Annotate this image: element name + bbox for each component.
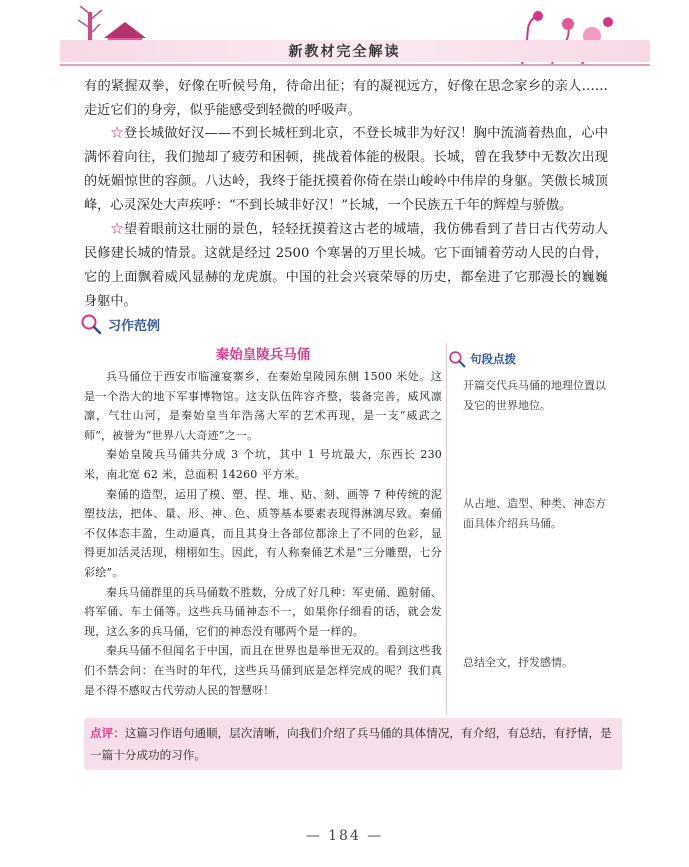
- essay: [84, 343, 442, 700]
- essay-paragraph: 秦俑的造型，运用了模、塑、捏、堆、贴、刻、画等 7 种传统的泥塑技法，把体、量、形、神、色、质等基本要素表现得淋漓尽致。秦俑不仅体态丰盈，生动逼真，而且其身上各部位都涂上了不同的色彩，显得更加活灵活现，栩栩如生。因此，有人称秦俑艺术是“三分雕塑，七分彩绘”。: [84, 487, 442, 579]
- header-title: 新教材完全解读: [288, 44, 401, 60]
- star-icon: ☆: [110, 222, 124, 237]
- paragraph-3: [84, 218, 608, 314]
- header-rule: [60, 64, 650, 66]
- essay-title: 秦始皇陵兵马俑: [215, 347, 311, 363]
- paragraph-text: 望着眼前这壮丽的景色，轻轻抚摸着这古老的城墙，我仿佛看到了昔日古代劳动人民修建长城的情景。这就是经过 2500 个寒暑的万里长城。它下面铺着劳动人民的白骨，它的上面飘着威风显赫的龙虎旗。中国的社会兴衰荣辱的历史，都垒进了它那漫长的巍巍身躯中。: [84, 222, 609, 309]
- essay-paragraph: 兵马俑位于西安市临潼宴寨乡，在秦始皇陵园东侧 1500 米处。这是一个浩大的地下军事博物馆。这支队伍阵容齐整，装备完善，威风凛凛，气壮山河，是秦始皇当年浩荡大军的艺术再现，是一支“威武之师”，被誉为“世界八大奇迹”之一。: [84, 370, 442, 442]
- essay-paragraph: 秦兵马俑群里的兵马俑数不胜数，分成了好几种：军吏俑、跪射俑、将军俑、车士俑等。这些兵马俑神态不一，如果你仔细看的话，就会发现，这么多的兵马俑，它们的神态没有哪两个是一样的。: [84, 585, 442, 638]
- essay-paragraph: 秦兵马俑不但闻名于中国，而且在世界也是举世无双的。看到这些我们不禁会问：在当时的年代，这些兵马俑到底是怎样完成的呢？我们真是不得不感叹古代劳动人民的智慧呀！: [84, 644, 442, 697]
- page-number: — 184 —: [305, 828, 384, 844]
- sidebar-note: 总结全文，抒发感情。: [463, 656, 573, 669]
- paragraph-text: 登长城做好汉——不到长城枉到北京，不登长城非为好汉！胸中流淌着热血，心中满怀着向往，我们抛却了疲劳和困顿，挑战着体能的极限。长城，曾在我梦中无数次出现的妩媚惊世的容颜。八达岭，我终于能抚摸着你倚在崇山峻岭中伟岸的身躯。笑傲长城顶峰，心灵深处大声疾呼：“不到长城非好汉！”长城，一个民族五千年的辉煌与骄傲。: [84, 126, 609, 213]
- sidebar-label: 句段点拨: [470, 352, 516, 366]
- comment-text: 这篇习作语句通顺，层次清晰，向我们介绍了兵马俑的具体情况，有介绍，有总结，有抒情，是一篇十分成功的习作。: [90, 726, 612, 762]
- sidebar-note: 从占地、造型、种类、神态方面具体介绍兵马俑。: [463, 497, 606, 530]
- sidebar-heading: [448, 350, 516, 368]
- star-icon: ☆: [110, 126, 124, 141]
- section-heading: [80, 313, 160, 335]
- section-label: 习作范例: [108, 318, 161, 334]
- paragraph-2: [84, 122, 608, 218]
- comment-label: 点评：: [90, 726, 125, 740]
- essay-paragraph: 秦始皇陵兵马俑共分成 3 个坑，其中 1 号坑最大，东西长 230 米，南北宽 62 米，总面积 14260 平方米。: [84, 448, 442, 481]
- magnifier-icon: [448, 350, 466, 368]
- sidebar-note: 开篇交代兵马俑的地理位置以及它的世界地位。: [463, 379, 606, 412]
- column-divider: [446, 343, 447, 715]
- paragraph-1: [84, 75, 608, 123]
- comment-box: [84, 718, 622, 770]
- page-header: [0, 0, 689, 66]
- paragraph-text: 有的紧握双拳，好像在听候号角，待命出征；有的凝视远方，好像在思念家乡的亲人……走近它们的身旁，似乎能感受到轻微的呼吸声。: [84, 79, 608, 118]
- magnifier-icon: [80, 313, 102, 335]
